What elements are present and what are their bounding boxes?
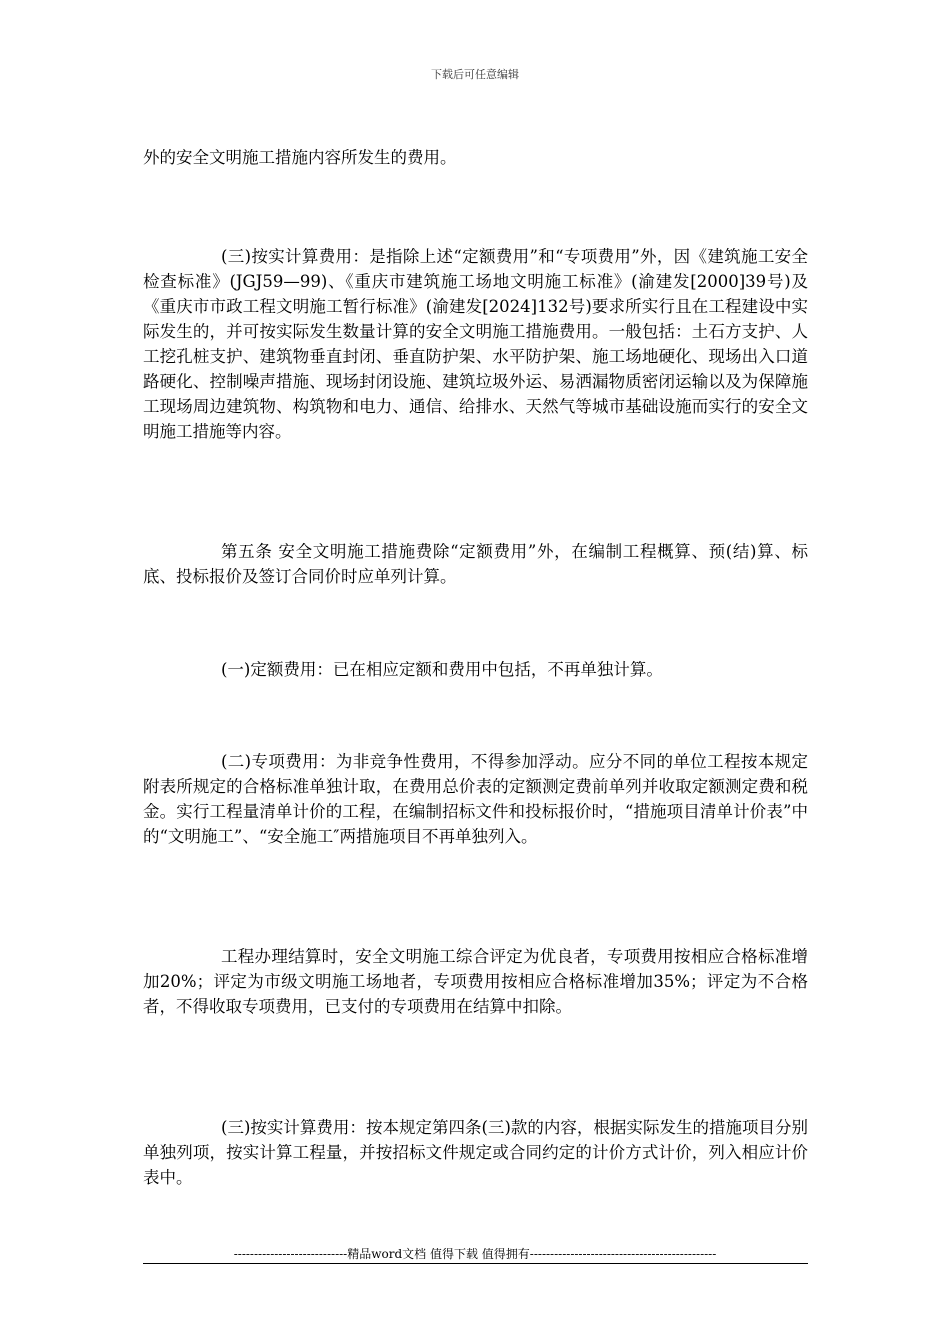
paragraph-actual-cost-calculation: (三)按实计算费用：按本规定第四条(三)款的内容，根据实际发生的措施项目分别单独列项，按实计算工程量，并按招标文件规定或合同约定的计价方式计价，列入相应计价表中。	[143, 1118, 808, 1187]
paragraph-special-cost: (二)专项费用：为非竞争性费用，不得参加浮动。应分不同的单位工程按本规定附表所规定的合格标准单独计取，在费用总价表的定额测定费前单列并收取定额测定费和税金。实行工程量清单计价的工程，在编制招标文件和投标报价时，“措施项目清单计价表”中的“文明施工”、“安全施工″两措施项目不再单独列入。	[143, 752, 808, 846]
paragraph-quota-cost: (一)定额费用：已在相应定额和费用中包括，不再单独计算。	[221, 660, 663, 679]
footer-rule	[143, 1263, 808, 1264]
paragraph-actual-cost-definition: (三)按实计算费用：是指除上述“定额费用”和“专项费用”外，因《建筑施工安全检查标准》(JGJ59—99)、《重庆市建筑施工场地文明施工标准》(渝建发[2000]39号)及《重庆市市政工程文明施工暂行标准》(渝建发[2024]132号)要求所实行且在工程建设中实际发生的，并可按实际发生数量计算的安全文明施工措施费用。一般包括：土石方支护、人工挖孔桩支护、建筑物垂直封闭、垂直防护架、水平防护架、施工场地硬化、现场出入口道路硬化、控制噪声措施、现场封闭设施、建筑垃圾外运、易洒漏物质密闭运输以及为保障施工现场周边建筑物、构筑物和电力、通信、给排水、天然气等城市基础设施而实行的安全文明施工措施等内容。	[143, 247, 808, 441]
page-header: 下载后可任意编辑	[431, 68, 519, 81]
paragraph-article-five: 第五条 安全文明施工措施费除“定额费用”外，在编制工程概算、预(结)算、标底、投标报价及签订合同价时应单列计算。	[143, 542, 808, 586]
paragraph-settlement: 工程办理结算时，安全文明施工综合评定为优良者，专项费用按相应合格标准增加20%；评定为市级文明施工场地者，专项费用按相应合格标准增加35%；评定为不合格者，不得收取专项费用，已支付的专项费用在结算中扣除。	[143, 947, 808, 1016]
paragraph-continuation: 外的安全文明施工措施内容所发生的费用。	[143, 148, 457, 167]
page-footer: ----------------------------精品word文档 值得下载 值得拥有----------------------------------------------	[233, 1247, 717, 1261]
